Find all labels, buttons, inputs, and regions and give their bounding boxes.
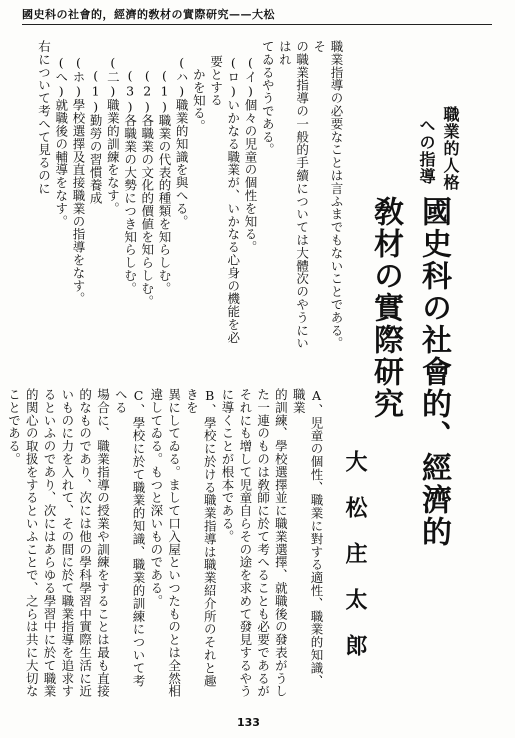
lead-text [35,40,345,352]
body-line: 的関心の取扱をするといふことで、之らは共に大切な [24,388,40,698]
lead-line: (2)各職業の文化的價値を知らしむ。 [139,68,155,308]
article-body [5,388,325,700]
body-line: A、児童の個性、職業に對する適性、職業的知識、職業 [291,388,324,688]
page-number: 133 [237,716,260,729]
running-header [22,6,492,28]
lead-line: (3)各職業の大勢につき知らしむ。 [122,68,138,295]
body-line: 異にしてゐる。まして口入屋といつたものとは全然相 [166,388,182,698]
lead-line: かを知る。 [191,68,207,133]
lead-line: (へ)就職後の輔導をなす。 [53,55,69,228]
lead-line: (1)職業の代表的種類を知らしむ。 [156,68,172,295]
author-name: 大松庄太郎 [342,450,368,680]
subtitle-line: への指導 [417,117,436,185]
body-line: 場合に、職業指導の授業や訓練をすることは最も直接 [95,388,111,698]
body-line: いものに力を入れて、その間に於て職業指導を追求す [59,388,75,698]
body-line: 的なものであり、次には他の學科學習中實際生活に近 [77,388,93,698]
lead-line: 右について考へて見るのに [36,40,52,195]
lead-line: (1)勤勞の習慣養成 [88,68,104,205]
lead-line: 職業指導の必要なことは言ふまでもないことである。そ [311,40,344,350]
lead-line: (イ)個々の児童の個性を知る。 [242,55,258,254]
lead-line: の職業指導の一般的手續については大體次のやうにいはれ [277,40,310,350]
lead-line: (ハ)職業的知識を與へる。 [174,55,190,228]
body-line: 的訓練、學校選擇並に職業選擇、就職後の發表がうし [273,388,289,698]
body-line: それにも增して児童自らその途を求めて發見するやう [237,388,253,698]
body-line: た一連のものは敎師に於て考へることも必要であるが [255,388,271,698]
body-line: るといふのであり、次にはあらゆる學習中に於て職業 [42,388,58,698]
header-rule [22,24,492,25]
body-line: 違してゐる。もつと深いものである。 [148,388,164,608]
subtitle-line: 職業的人格 [441,106,460,191]
lead-line: (ホ)學校選擇及直接職業の指導をなす。 [70,55,86,306]
running-title: 國史科の社會的，經濟的敎材の實際研究——大松 [22,8,275,21]
body-line: C、學校に於て職業的知識、職業的訓練について考へる [113,388,147,688]
article-title: 敎材の實際研究 [368,196,403,420]
lead-line: てゐるやうである。 [260,40,276,157]
lead-line: (二)職業的訓練をなす。 [105,55,121,215]
body-line: に導くことが根本である。 [220,388,236,543]
lead-line: (ロ)いかなる職業が、いかなる心身の機能を必要とする [208,55,241,344]
article-title: 國史科の社會的、經濟的 [416,196,451,548]
body-line: B、學校に於ける職業指導は職業紹介所のそれと趣きを [184,388,218,688]
body-line: ことである。 [6,388,22,466]
